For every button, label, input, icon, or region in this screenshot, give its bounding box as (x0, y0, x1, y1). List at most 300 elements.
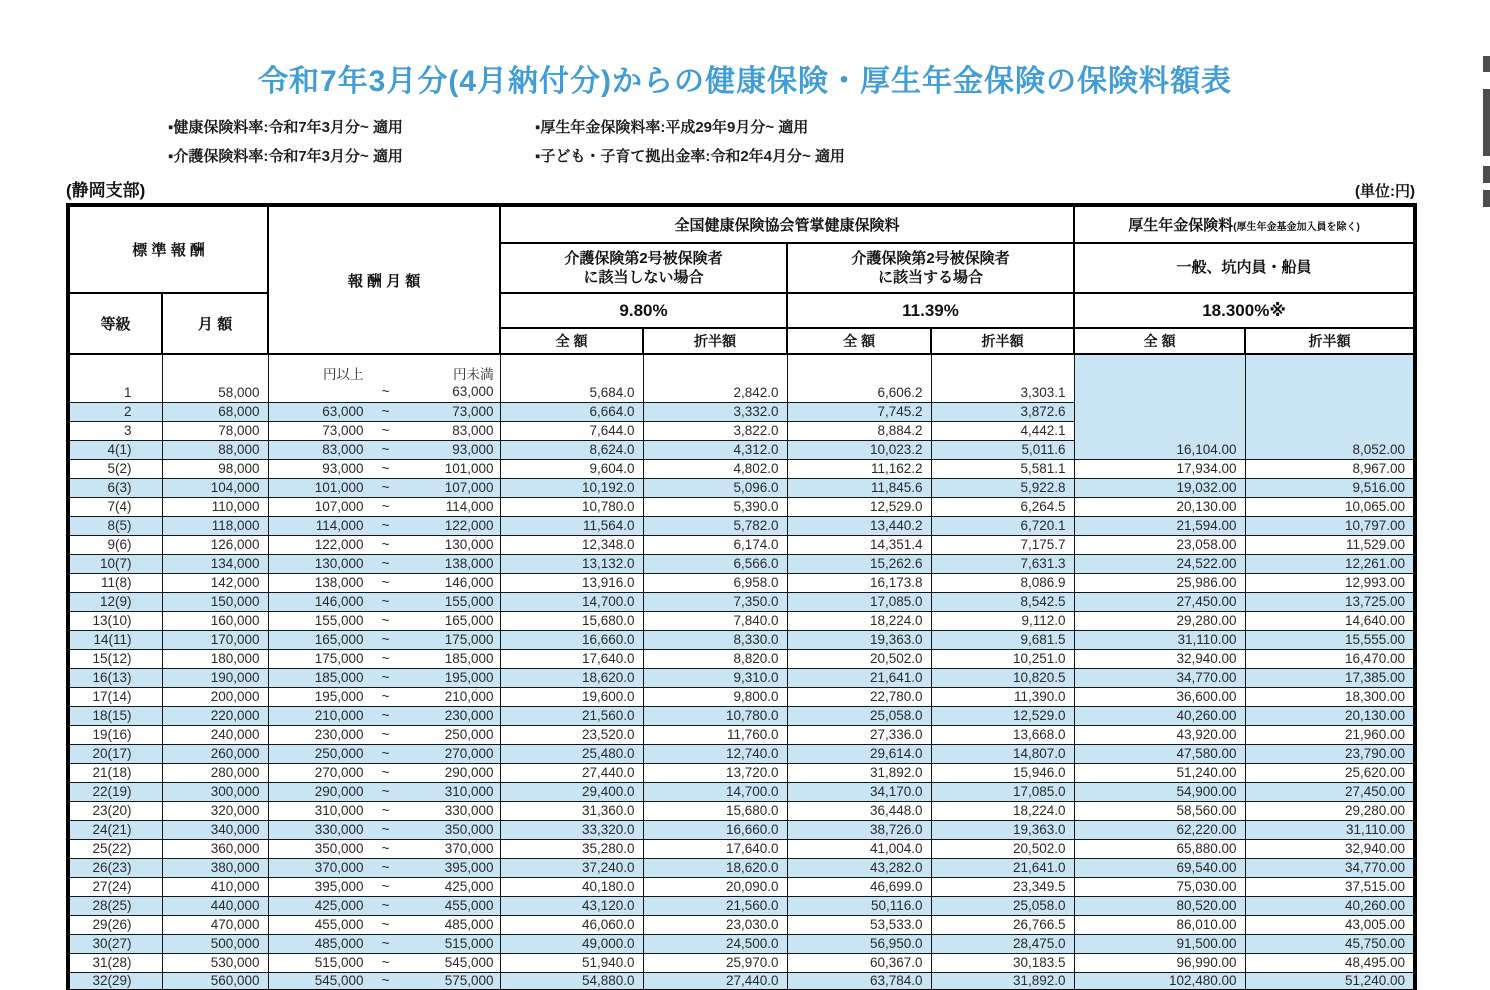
remuneration-range-cell (268, 478, 500, 497)
right-edge-artifact (1483, 56, 1490, 72)
health-half-cell: 16,660.0 (643, 820, 787, 839)
grade-cell: 28(25) (68, 896, 162, 915)
table-row (68, 896, 1415, 915)
remuneration-range-cell (268, 782, 500, 801)
remuneration-range-cell (268, 440, 500, 459)
care-half-cell: 25,058.0 (931, 896, 1074, 915)
remuneration-range-cell (268, 592, 500, 611)
pension-half-cell: 12,261.00 (1245, 554, 1415, 573)
table-row (68, 535, 1415, 554)
health-full-cell: 17,640.0 (500, 649, 643, 668)
header-half-2: 折半額 (931, 328, 1074, 354)
health-half-cell: 5,782.0 (643, 516, 787, 535)
rate-table-body (68, 354, 1415, 990)
range-values: 455,000 ~ 485,000 (314, 916, 494, 932)
health-full-cell: 40,180.0 (500, 877, 643, 896)
monthly-amount-cell: 260,000 (162, 744, 268, 763)
care-half-cell: 5,581.1 (931, 459, 1074, 478)
care-half-cell: 23,349.5 (931, 877, 1074, 896)
care-half-cell: 17,085.0 (931, 782, 1074, 801)
remuneration-range-cell (268, 516, 500, 535)
health-full-cell: 49,000.0 (500, 934, 643, 953)
page-title: 令和7年3月分(4月納付分)からの健康保険・厚生年金保険の保険料額表 (257, 65, 1233, 98)
header-full-1: 全 額 (500, 328, 643, 354)
table-row (68, 763, 1415, 782)
care-half-cell: 19,363.0 (931, 820, 1074, 839)
grade-cell: 16(13) (68, 668, 162, 687)
table-caption-row (66, 176, 1415, 201)
care-half-cell: 13,668.0 (931, 725, 1074, 744)
health-full-cell: 8,624.0 (500, 440, 643, 459)
monthly-amount-cell: 98,000 (162, 459, 268, 478)
care-full-cell: 36,448.0 (787, 801, 931, 820)
table-row (68, 877, 1415, 896)
remuneration-range-cell (268, 554, 500, 573)
remuneration-range-cell (268, 896, 500, 915)
care-half-cell: 6,720.1 (931, 516, 1074, 535)
pension-full-cell: 19,032.00 (1074, 478, 1245, 497)
table-row (68, 478, 1415, 497)
range-values: 63,000 ~ 73,000 (322, 403, 494, 419)
health-full-cell: 14,700.0 (500, 592, 643, 611)
health-full-cell: 35,280.0 (500, 839, 643, 858)
monthly-amount-cell: 160,000 (162, 611, 268, 630)
health-full-cell: 7,644.0 (500, 421, 643, 440)
pension-full-cell: 21,594.00 (1074, 516, 1245, 535)
care-full-cell: 11,162.2 (787, 459, 931, 478)
monthly-amount-cell: 320,000 (162, 801, 268, 820)
grade-cell: 26(23) (68, 858, 162, 877)
health-full-cell: 23,520.0 (500, 725, 643, 744)
table-row (68, 649, 1415, 668)
range-values: 73,000 ~ 83,000 (322, 422, 494, 438)
health-half-cell: 5,390.0 (643, 497, 787, 516)
range-values: 93,000 ~ 101,000 (322, 460, 494, 476)
remuneration-range-cell (268, 858, 500, 877)
pension-half-cell: 37,515.00 (1245, 877, 1415, 896)
pension-half-cell: 17,385.00 (1245, 668, 1415, 687)
care-full-cell: 8,884.2 (787, 421, 931, 440)
pension-group-title: 厚生年金保険料 (1128, 217, 1234, 234)
health-half-cell: 6,566.0 (643, 554, 787, 573)
monthly-amount-cell: 104,000 (162, 478, 268, 497)
monthly-amount-cell: 150,000 (162, 592, 268, 611)
table-row (68, 573, 1415, 592)
care-half-cell: 10,251.0 (931, 649, 1074, 668)
grade-cell: 6(3) (68, 478, 162, 497)
pension-full-cell: 32,940.00 (1074, 649, 1245, 668)
header-rate-care: 11.39% (787, 293, 1074, 328)
pension-half-cell: 48,495.00 (1245, 953, 1415, 972)
care-full-cell: 19,363.0 (787, 630, 931, 649)
pension-full-cell: 75,030.00 (1074, 877, 1245, 896)
care-half-cell: 20,502.0 (931, 839, 1074, 858)
care-full-cell: 38,726.0 (787, 820, 931, 839)
grade-cell: 15(12) (68, 649, 162, 668)
header-monthly-amount: 月 額 (162, 293, 268, 354)
grade-cell: 23(20) (68, 801, 162, 820)
header-rate-no-care: 9.80% (500, 293, 787, 328)
health-full-cell: 54,880.0 (500, 972, 643, 990)
table-row (68, 687, 1415, 706)
care-half-cell: 3,872.6 (931, 402, 1074, 421)
health-full-cell: 13,132.0 (500, 554, 643, 573)
pension-full-cell: 91,500.00 (1074, 934, 1245, 953)
health-half-cell: 12,740.0 (643, 744, 787, 763)
grade-cell: 29(26) (68, 915, 162, 934)
header-half-3: 折半額 (1245, 328, 1415, 354)
right-edge-artifact (1483, 89, 1490, 156)
pension-half-cell: 31,110.00 (1245, 820, 1415, 839)
grade-cell: 1 (68, 354, 162, 402)
care-full-cell: 34,170.0 (787, 782, 931, 801)
remuneration-range-cell (268, 611, 500, 630)
care-full-cell: 17,085.0 (787, 592, 931, 611)
health-half-cell: 9,800.0 (643, 687, 787, 706)
table-row (68, 744, 1415, 763)
table-row (68, 839, 1415, 858)
header-half-1: 折半額 (643, 328, 787, 354)
range-values: 130,000 ~ 138,000 (314, 555, 494, 571)
right-edge-artifact (1483, 166, 1490, 183)
range-values: 138,000 ~ 146,000 (314, 574, 494, 590)
pension-half-cell: 14,640.00 (1245, 611, 1415, 630)
note-health-rate: ▪健康保険料率:令和7年3月分~ 適用 (168, 119, 403, 136)
range-values: 107,000 ~ 114,000 (314, 498, 494, 514)
monthly-amount-cell: 190,000 (162, 668, 268, 687)
remuneration-range-cell (268, 763, 500, 782)
care-full-cell: 29,614.0 (787, 744, 931, 763)
remuneration-range-cell (268, 953, 500, 972)
grade-cell: 13(10) (68, 611, 162, 630)
health-full-cell: 37,240.0 (500, 858, 643, 877)
health-full-cell: 46,060.0 (500, 915, 643, 934)
monthly-amount-cell: 88,000 (162, 440, 268, 459)
pension-half-cell: 45,750.00 (1245, 934, 1415, 953)
care-full-cell: 25,058.0 (787, 706, 931, 725)
unit-label: (単位:円) (1355, 183, 1415, 200)
grade-cell: 9(6) (68, 535, 162, 554)
health-half-cell: 13,720.0 (643, 763, 787, 782)
grade-cell: 17(14) (68, 687, 162, 706)
pension-half-cell: 27,450.00 (1245, 782, 1415, 801)
premium-rate-table (66, 203, 1417, 990)
remuneration-range-cell (268, 725, 500, 744)
pension-full-cell: 43,920.00 (1074, 725, 1245, 744)
pension-half-cell: 20,130.00 (1245, 706, 1415, 725)
note-care-rate: ▪介護保険料率:令和7年3月分~ 適用 (168, 148, 403, 165)
pension-full-merged-cell: 16,104.00 (1074, 354, 1245, 459)
range-values: 485,000 ~ 515,000 (314, 935, 494, 951)
grade-cell: 7(4) (68, 497, 162, 516)
range-values: 83,000 ~ 93,000 (322, 441, 494, 457)
range-values: ~ 63,000 (381, 383, 494, 399)
monthly-amount-cell: 126,000 (162, 535, 268, 554)
health-half-cell: 4,802.0 (643, 459, 787, 478)
grade-cell: 11(8) (68, 573, 162, 592)
remuneration-range-cell (268, 668, 500, 687)
care-full-cell: 56,950.0 (787, 934, 931, 953)
header-care-applicable (787, 243, 1074, 293)
care-full-cell: 15,262.6 (787, 554, 931, 573)
pension-half-cell: 29,280.00 (1245, 801, 1415, 820)
health-half-cell: 10,780.0 (643, 706, 787, 725)
monthly-amount-cell: 440,000 (162, 896, 268, 915)
care-full-cell: 14,351.4 (787, 535, 931, 554)
table-row (68, 516, 1415, 535)
range-values: 122,000 ~ 130,000 (314, 536, 494, 552)
header-grade: 等級 (68, 293, 162, 354)
care-half-cell: 30,183.5 (931, 953, 1074, 972)
table-row (68, 953, 1415, 972)
pension-half-cell: 34,770.00 (1245, 858, 1415, 877)
health-half-cell: 4,312.0 (643, 440, 787, 459)
remuneration-range-cell (268, 354, 500, 402)
pension-full-cell: 54,900.00 (1074, 782, 1245, 801)
health-half-cell: 8,820.0 (643, 649, 787, 668)
remuneration-range-cell (268, 649, 500, 668)
health-full-cell: 10,192.0 (500, 478, 643, 497)
care-half-cell: 4,442.1 (931, 421, 1074, 440)
pension-full-cell: 62,220.00 (1074, 820, 1245, 839)
pension-half-cell: 16,470.00 (1245, 649, 1415, 668)
range-values: 370,000 ~ 395,000 (314, 859, 494, 875)
remuneration-range-cell (268, 706, 500, 725)
pension-full-cell: 51,240.00 (1074, 763, 1245, 782)
grade-cell: 2 (68, 402, 162, 421)
pension-group-note: (厚生年金基金加入員を除く) (1233, 222, 1360, 233)
health-full-cell: 21,560.0 (500, 706, 643, 725)
table-row (68, 592, 1415, 611)
health-full-cell: 6,664.0 (500, 402, 643, 421)
care-full-cell: 31,892.0 (787, 763, 931, 782)
range-values: 195,000 ~ 210,000 (314, 688, 494, 704)
table-row (68, 354, 1415, 402)
table-row (68, 706, 1415, 725)
range-values: 230,000 ~ 250,000 (314, 726, 494, 742)
remuneration-range-cell (268, 915, 500, 934)
grade-cell: 18(15) (68, 706, 162, 725)
header-pension-sub: 一般、坑内員・船員 (1074, 243, 1415, 293)
monthly-amount-cell: 280,000 (162, 763, 268, 782)
remuneration-range-cell (268, 630, 500, 649)
pension-full-cell: 23,058.00 (1074, 535, 1245, 554)
branch-label: (静岡支部) (66, 181, 146, 200)
monthly-amount-cell: 410,000 (162, 877, 268, 896)
health-full-cell: 13,916.0 (500, 573, 643, 592)
care-full-cell: 46,699.0 (787, 877, 931, 896)
pension-full-cell: 34,770.00 (1074, 668, 1245, 687)
pension-full-cell: 102,480.00 (1074, 972, 1245, 990)
pension-full-cell: 29,280.00 (1074, 611, 1245, 630)
care-half-cell: 14,807.0 (931, 744, 1074, 763)
table-row (68, 972, 1415, 990)
remuneration-range-cell (268, 459, 500, 478)
range-values: 114,000 ~ 122,000 (315, 517, 494, 533)
grade-cell: 14(11) (68, 630, 162, 649)
care-full-cell: 41,004.0 (787, 839, 931, 858)
range-values: 515,000 ~ 545,000 (314, 954, 494, 970)
care-half-cell: 7,175.7 (931, 535, 1074, 554)
yen-range-labels: 円以上 円未満 (323, 367, 494, 383)
care-half-cell: 9,681.5 (931, 630, 1074, 649)
pension-half-cell: 15,555.00 (1245, 630, 1415, 649)
care-full-cell: 27,336.0 (787, 725, 931, 744)
care-half-cell: 7,631.3 (931, 554, 1074, 573)
pension-half-cell: 51,240.00 (1245, 972, 1415, 990)
pension-half-cell: 12,993.00 (1245, 573, 1415, 592)
monthly-amount-cell: 530,000 (162, 953, 268, 972)
care-na-line2: に該当しない場合 (583, 269, 704, 286)
grade-cell: 12(9) (68, 592, 162, 611)
monthly-amount-cell: 180,000 (162, 649, 268, 668)
table-row (68, 858, 1415, 877)
range-values: 545,000 ~ 575,000 (314, 972, 494, 988)
table-row (68, 820, 1415, 839)
health-half-cell: 14,700.0 (643, 782, 787, 801)
care-full-cell: 6,606.2 (787, 354, 931, 402)
remuneration-range-cell (268, 497, 500, 516)
pension-full-cell: 47,580.00 (1074, 744, 1245, 763)
grade-cell: 30(27) (68, 934, 162, 953)
table-row (68, 611, 1415, 630)
monthly-amount-cell: 110,000 (162, 497, 268, 516)
health-full-cell: 5,684.0 (500, 354, 643, 402)
health-half-cell: 15,680.0 (643, 801, 787, 820)
care-half-cell: 26,766.5 (931, 915, 1074, 934)
range-values: 146,000 ~ 155,000 (314, 593, 494, 609)
care-full-cell: 21,641.0 (787, 668, 931, 687)
monthly-amount-cell: 500,000 (162, 934, 268, 953)
range-values: 101,000 ~ 107,000 (314, 479, 494, 495)
pension-full-cell: 65,880.00 (1074, 839, 1245, 858)
care-half-cell: 6,264.5 (931, 497, 1074, 516)
pension-full-cell: 20,130.00 (1074, 497, 1245, 516)
monthly-amount-cell: 200,000 (162, 687, 268, 706)
care-half-cell: 3,303.1 (931, 354, 1074, 402)
care-ap-line2: に該当する場合 (878, 269, 984, 286)
care-half-cell: 31,892.0 (931, 972, 1074, 990)
header-rate-pension: 18.300%※ (1074, 293, 1415, 328)
health-full-cell: 15,680.0 (500, 611, 643, 630)
care-full-cell: 12,529.0 (787, 497, 931, 516)
monthly-amount-cell: 118,000 (162, 516, 268, 535)
care-full-cell: 11,845.6 (787, 478, 931, 497)
care-full-cell: 43,282.0 (787, 858, 931, 877)
health-half-cell: 23,030.0 (643, 915, 787, 934)
grade-cell: 5(2) (68, 459, 162, 478)
pension-full-cell: 17,934.00 (1074, 459, 1245, 478)
pension-half-cell: 10,065.00 (1245, 497, 1415, 516)
header-pension-group (1074, 205, 1415, 243)
monthly-amount-cell: 380,000 (162, 858, 268, 877)
grade-cell: 19(16) (68, 725, 162, 744)
care-full-cell: 63,784.0 (787, 972, 931, 990)
remuneration-range-cell (268, 972, 500, 990)
range-values: 165,000 ~ 175,000 (314, 631, 494, 647)
pension-full-cell: 27,450.00 (1074, 592, 1245, 611)
health-half-cell: 6,174.0 (643, 535, 787, 554)
grade-cell: 22(19) (68, 782, 162, 801)
pension-full-cell: 58,560.00 (1074, 801, 1245, 820)
header-full-3: 全 額 (1074, 328, 1245, 354)
monthly-amount-cell: 170,000 (162, 630, 268, 649)
monthly-amount-cell: 340,000 (162, 820, 268, 839)
health-half-cell: 3,822.0 (643, 421, 787, 440)
header-standard-remuneration: 標 準 報 酬 (68, 205, 268, 293)
pension-full-cell: 86,010.00 (1074, 915, 1245, 934)
rate-notes (168, 116, 1490, 166)
care-full-cell: 10,023.2 (787, 440, 931, 459)
table-row (68, 725, 1415, 744)
remuneration-range-cell (268, 535, 500, 554)
pension-full-cell: 25,986.00 (1074, 573, 1245, 592)
pension-half-cell: 9,516.00 (1245, 478, 1415, 497)
health-full-cell: 11,564.0 (500, 516, 643, 535)
health-full-cell: 27,440.0 (500, 763, 643, 782)
health-full-cell: 18,620.0 (500, 668, 643, 687)
remuneration-range-cell (268, 687, 500, 706)
health-half-cell: 11,760.0 (643, 725, 787, 744)
remuneration-range-cell (268, 421, 500, 440)
health-full-cell: 29,400.0 (500, 782, 643, 801)
table-row (68, 668, 1415, 687)
care-full-cell: 16,173.8 (787, 573, 931, 592)
monthly-amount-cell: 220,000 (162, 706, 268, 725)
grade-cell: 3 (68, 421, 162, 440)
health-half-cell: 7,840.0 (643, 611, 787, 630)
care-na-line1: 介護保険第2号被保険者 (564, 249, 723, 267)
table-row (68, 554, 1415, 573)
remuneration-range-cell (268, 934, 500, 953)
remuneration-range-cell (268, 877, 500, 896)
care-full-cell: 60,367.0 (787, 953, 931, 972)
right-edge-artifact (1483, 190, 1490, 207)
care-full-cell: 50,116.0 (787, 896, 931, 915)
health-full-cell: 33,320.0 (500, 820, 643, 839)
pension-full-cell: 24,522.00 (1074, 554, 1245, 573)
pension-full-cell: 96,990.00 (1074, 953, 1245, 972)
care-half-cell: 28,475.0 (931, 934, 1074, 953)
range-values: 270,000 ~ 290,000 (314, 764, 494, 780)
care-full-cell: 18,224.0 (787, 611, 931, 630)
health-full-cell: 25,480.0 (500, 744, 643, 763)
monthly-amount-cell: 240,000 (162, 725, 268, 744)
pension-full-cell: 36,600.00 (1074, 687, 1245, 706)
health-half-cell: 7,350.0 (643, 592, 787, 611)
grade-cell: 27(24) (68, 877, 162, 896)
range-values: 185,000 ~ 195,000 (314, 669, 494, 685)
table-row (68, 934, 1415, 953)
remuneration-range-cell (268, 744, 500, 763)
health-half-cell: 24,500.0 (643, 934, 787, 953)
range-values: 250,000 ~ 270,000 (314, 745, 494, 761)
remuneration-range-cell (268, 820, 500, 839)
care-full-cell: 22,780.0 (787, 687, 931, 706)
range-values: 210,000 ~ 230,000 (314, 707, 494, 723)
health-half-cell: 9,310.0 (643, 668, 787, 687)
range-values: 175,000 ~ 185,000 (314, 650, 494, 666)
table-row (68, 782, 1415, 801)
range-values: 330,000 ~ 350,000 (314, 821, 494, 837)
health-half-cell: 25,970.0 (643, 953, 787, 972)
header-care-not-applicable (500, 243, 787, 293)
pension-half-cell: 23,790.00 (1245, 744, 1415, 763)
pension-half-cell: 13,725.00 (1245, 592, 1415, 611)
grade-cell: 20(17) (68, 744, 162, 763)
health-half-cell: 6,958.0 (643, 573, 787, 592)
pension-half-cell: 32,940.00 (1245, 839, 1415, 858)
